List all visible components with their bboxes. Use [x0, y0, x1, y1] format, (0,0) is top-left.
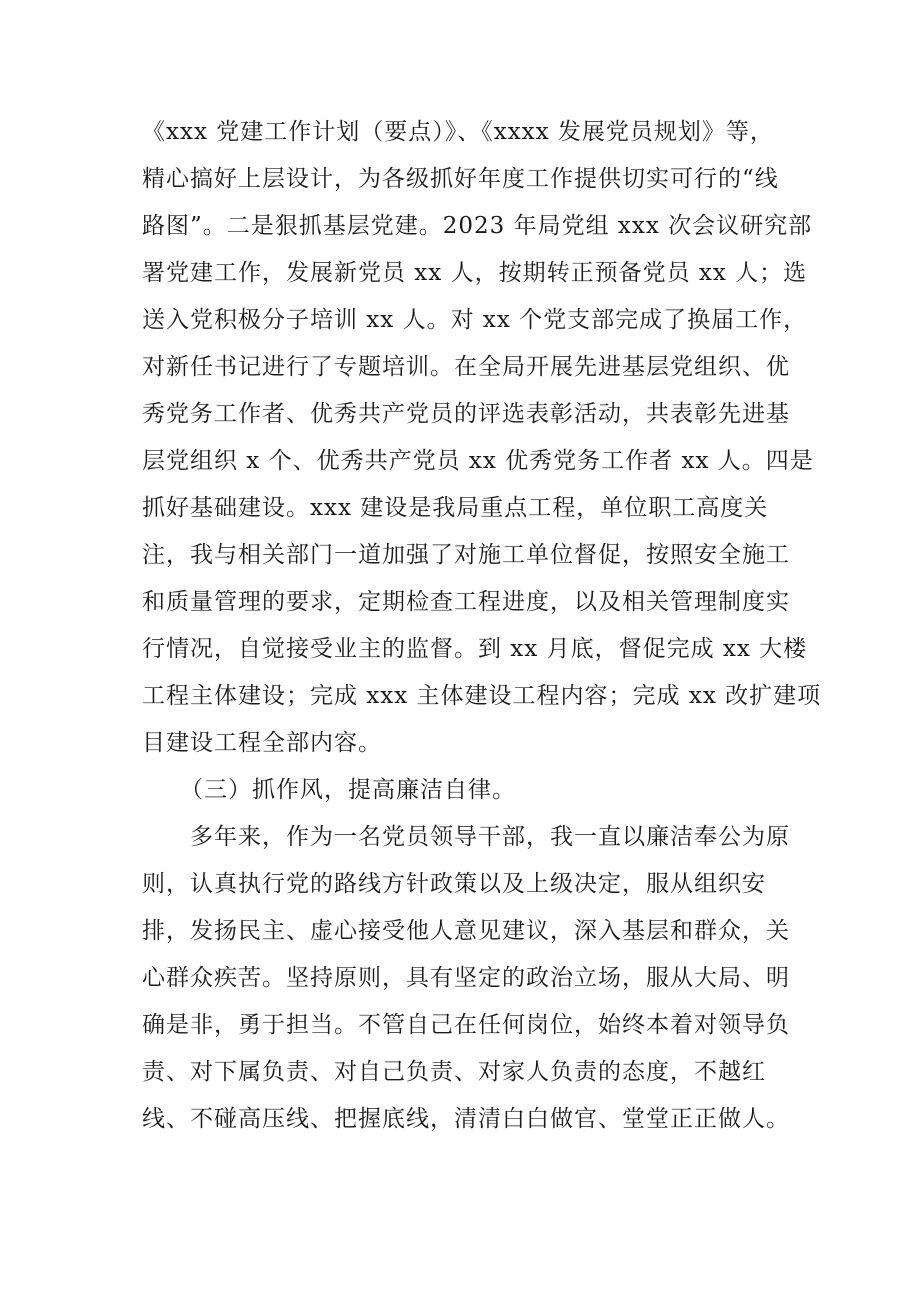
paragraph-1-line-4: 署党建工作，发展新党员 xx 人，按期转正预备党员 xx 人；选: [142, 260, 808, 286]
paragraph-2-line-5: 确是非，勇于担当。不管自己在任何岗位，始终本着对领导负: [142, 1012, 790, 1038]
paragraph-1-line-3: 路图”。二是狠抓基层党建。2023 年局党组 xxx 次会议研究部: [142, 213, 813, 239]
paragraph-2-line-2: 则，认真执行党的路线方针政策以及上级决定，服从组织安: [142, 871, 766, 897]
paragraph-2-line-7: 线、不碰高压线、把握底线，清清白白做官、堂堂正正做人。: [142, 1106, 790, 1132]
paragraph-2-line-4: 心群众疾苦。坚持原则，具有坚定的政治立场，服从大局、明: [142, 965, 790, 991]
section-heading: （三）抓作风，提高廉洁自律。: [180, 777, 516, 803]
paragraph-1-line-6: 对新任书记进行了专题培训。在全局开展先进基层党组织、优: [142, 354, 790, 380]
paragraph-1-line-5: 送入党积极分子培训 xx 人。对 xx 个党支部完成了换届工作，: [142, 307, 808, 333]
paragraph-1-line-11: 和质量管理的要求，定期检查工程进度，以及相关管理制度实: [142, 589, 790, 615]
paragraph-1-line-2: 精心搞好上层设计，为各级抓好年度工作提供切实可行的“线: [142, 166, 779, 192]
paragraph-1-line-10: 注，我与相关部门一道加强了对施工单位督促，按照安全施工: [142, 542, 790, 568]
paragraph-1-line-8: 层党组织 x 个、优秀共产党员 xx 优秀党务工作者 xx 人。四是: [142, 448, 814, 474]
paragraph-1-line-13: 工程主体建设；完成 xxx 主体建设工程内容；完成 xx 改扩建项: [142, 683, 822, 709]
paragraph-1-line-7: 秀党务工作者、优秀共产党员的评选表彰活动，共表彰先进基: [142, 401, 790, 427]
paragraph-2-line-6: 责、对下属负责、对自己负责、对家人负责的态度，不越红: [142, 1059, 766, 1085]
paragraph-1-line-9: 抓好基础建设。xxx 建设是我局重点工程，单位职工高度关: [142, 495, 769, 521]
paragraph-1-line-12: 行情况，自觉接受业主的监督。到 xx 月底，督促完成 xx 大楼: [142, 636, 808, 662]
paragraph-2-line-3: 排，发扬民主、虚心接受他人意见建议，深入基层和群众，关: [142, 918, 790, 944]
paragraph-2-line-1: 多年来，作为一名党员领导干部，我一直以廉洁奉公为原: [190, 824, 790, 850]
paragraph-1-line-1: 《xxx 党建工作计划（要点）》、《xxxx 发展党员规划》等，: [142, 119, 774, 145]
paragraph-1-line-14: 目建设工程全部内容。: [142, 730, 382, 756]
